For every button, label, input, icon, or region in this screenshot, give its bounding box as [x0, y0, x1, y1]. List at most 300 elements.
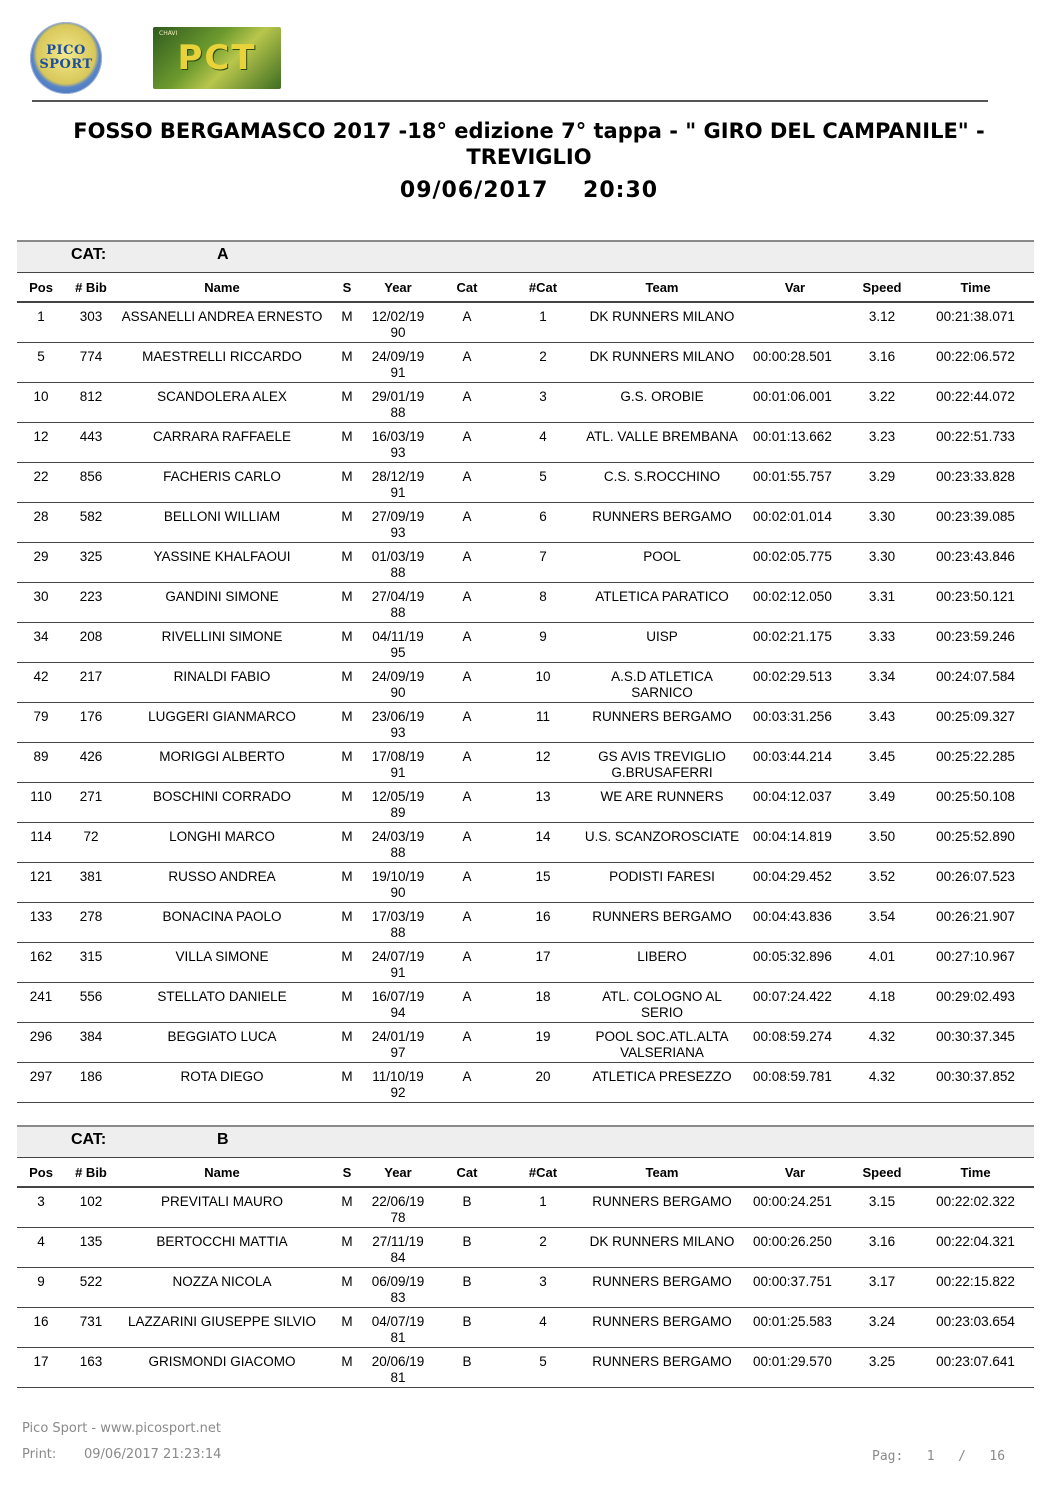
- cell-bib: 384: [65, 1023, 117, 1063]
- cell-name: BERTOCCHI MATTIA: [117, 1228, 327, 1268]
- cell-cat: A: [429, 503, 505, 543]
- cell-year: 11/10/19 92: [367, 1063, 429, 1103]
- table-row: [17, 543, 1034, 583]
- cell-sex: M: [327, 1348, 367, 1388]
- column-header-name: Name: [117, 1158, 327, 1188]
- cell-cat: B: [429, 1268, 505, 1308]
- cell-cat: B: [429, 1348, 505, 1388]
- cell-cat: A: [429, 583, 505, 623]
- cell-pos: 42: [17, 663, 65, 703]
- cell-cat-rank: 7: [505, 543, 581, 583]
- cell-year: 24/09/19 90: [367, 663, 429, 703]
- cell-bib: 271: [65, 783, 117, 823]
- page-title: [60, 118, 998, 204]
- cell-name: RINALDI FABIO: [117, 663, 327, 703]
- cell-bib: 856: [65, 463, 117, 503]
- cell-pos: 17: [17, 1348, 65, 1388]
- cell-bib: 381: [65, 863, 117, 903]
- cell-cat: A: [429, 743, 505, 783]
- cell-cat: A: [429, 903, 505, 943]
- cell-speed: 3.29: [847, 463, 917, 503]
- column-header-cat: Cat: [429, 1158, 505, 1188]
- cell-cat: A: [429, 302, 505, 343]
- cell-year: 06/09/19 83: [367, 1268, 429, 1308]
- cell-speed: 3.25: [847, 1348, 917, 1388]
- cell-pos: 10: [17, 383, 65, 423]
- column-header-cat-rank: #Cat: [505, 273, 581, 303]
- column-header-cat-rank: #Cat: [505, 1158, 581, 1188]
- cell-team: DK RUNNERS MILANO: [581, 1228, 743, 1268]
- cell-var: 00:04:29.452: [743, 863, 847, 903]
- cell-pos: 114: [17, 823, 65, 863]
- cell-cat: A: [429, 783, 505, 823]
- cell-team: RUNNERS BERGAMO: [581, 1348, 743, 1388]
- cell-pos: 110: [17, 783, 65, 823]
- cell-time: 00:27:10.967: [917, 943, 1034, 983]
- category-label: CAT:: [71, 1131, 107, 1148]
- cell-name: GANDINI SIMONE: [117, 583, 327, 623]
- column-header-time: Time: [917, 1158, 1034, 1188]
- cell-team: DK RUNNERS MILANO: [581, 302, 743, 343]
- cell-cat: A: [429, 703, 505, 743]
- cell-cat: A: [429, 823, 505, 863]
- table-row: [17, 823, 1034, 863]
- cell-pos: 296: [17, 1023, 65, 1063]
- cell-cat-rank: 4: [505, 1308, 581, 1348]
- cell-name: LONGHI MARCO: [117, 823, 327, 863]
- cell-cat-rank: 20: [505, 1063, 581, 1103]
- column-header-time: Time: [917, 273, 1034, 303]
- cell-bib: 443: [65, 423, 117, 463]
- cell-bib: 315: [65, 943, 117, 983]
- cell-sex: M: [327, 503, 367, 543]
- cell-name: BONACINA PAOLO: [117, 903, 327, 943]
- cell-year: 29/01/19 88: [367, 383, 429, 423]
- cell-team: ATL. VALLE BREMBANA: [581, 423, 743, 463]
- cell-bib: 582: [65, 503, 117, 543]
- cell-speed: 3.34: [847, 663, 917, 703]
- cell-cat-rank: 3: [505, 383, 581, 423]
- cell-team: PODISTI FARESI: [581, 863, 743, 903]
- cell-year: 23/06/19 93: [367, 703, 429, 743]
- cell-sex: M: [327, 703, 367, 743]
- cell-cat: A: [429, 463, 505, 503]
- cell-year: 16/07/19 94: [367, 983, 429, 1023]
- cell-pos: 22: [17, 463, 65, 503]
- cell-sex: M: [327, 383, 367, 423]
- cell-time: 00:29:02.493: [917, 983, 1034, 1023]
- cell-var: 00:00:28.501: [743, 343, 847, 383]
- race-title: FOSSO BERGAMASCO 2017 -18° edizione 7° tappa - " GIRO DEL CAMPANILE" - TREVIGLIO: [73, 119, 985, 169]
- cell-bib: 102: [65, 1187, 117, 1228]
- cell-bib: 135: [65, 1228, 117, 1268]
- cell-time: 00:25:50.108: [917, 783, 1034, 823]
- cell-name: BOSCHINI CORRADO: [117, 783, 327, 823]
- cell-var: 00:00:24.251: [743, 1187, 847, 1228]
- cell-team: GS AVIS TREVIGLIO G.BRUSAFERRI: [581, 743, 743, 783]
- cell-time: 00:22:04.321: [917, 1228, 1034, 1268]
- cell-speed: 3.30: [847, 543, 917, 583]
- table-row: [17, 1348, 1034, 1388]
- cell-time: 00:22:51.733: [917, 423, 1034, 463]
- cell-sex: M: [327, 1187, 367, 1228]
- cell-speed: 3.43: [847, 703, 917, 743]
- cell-name: MORIGGI ALBERTO: [117, 743, 327, 783]
- cell-var: 00:04:43.836: [743, 903, 847, 943]
- cell-speed: 3.15: [847, 1187, 917, 1228]
- table-header-row: [17, 273, 1034, 303]
- page-current: 1: [926, 1449, 935, 1464]
- cell-sex: M: [327, 943, 367, 983]
- cell-year: 12/02/19 90: [367, 302, 429, 343]
- table-row: [17, 623, 1034, 663]
- cell-name: VILLA SIMONE: [117, 943, 327, 983]
- cell-time: 00:23:59.246: [917, 623, 1034, 663]
- column-header-team: Team: [581, 273, 743, 303]
- cell-team: RUNNERS BERGAMO: [581, 903, 743, 943]
- cell-team: G.S. OROBIE: [581, 383, 743, 423]
- cell-speed: 3.33: [847, 623, 917, 663]
- cell-sex: M: [327, 343, 367, 383]
- table-row: [17, 1228, 1034, 1268]
- table-row: [17, 1308, 1034, 1348]
- table-row: [17, 943, 1034, 983]
- cell-time: 00:26:07.523: [917, 863, 1034, 903]
- cell-var: 00:01:29.570: [743, 1348, 847, 1388]
- cell-sex: M: [327, 1063, 367, 1103]
- cell-var: 00:00:26.250: [743, 1228, 847, 1268]
- cell-name: GRISMONDI GIACOMO: [117, 1348, 327, 1388]
- cell-year: 28/12/19 91: [367, 463, 429, 503]
- cell-team: POOL: [581, 543, 743, 583]
- cell-var: 00:00:37.751: [743, 1268, 847, 1308]
- table-row: [17, 583, 1034, 623]
- cell-pos: 16: [17, 1308, 65, 1348]
- cell-speed: 3.23: [847, 423, 917, 463]
- cell-bib: 731: [65, 1308, 117, 1348]
- cell-year: 04/11/19 95: [367, 623, 429, 663]
- cell-cat-rank: 16: [505, 903, 581, 943]
- category-label: CAT:: [71, 246, 107, 263]
- column-header-sex: S: [327, 273, 367, 303]
- cell-year: 20/06/19 81: [367, 1348, 429, 1388]
- cell-name: RIVELLINI SIMONE: [117, 623, 327, 663]
- cell-name: YASSINE KHALFAOUI: [117, 543, 327, 583]
- cell-sex: M: [327, 743, 367, 783]
- cell-year: 19/10/19 90: [367, 863, 429, 903]
- cell-var: 00:01:25.583: [743, 1308, 847, 1348]
- table-row: [17, 983, 1034, 1023]
- cell-cat: B: [429, 1308, 505, 1348]
- cell-bib: 186: [65, 1063, 117, 1103]
- cell-year: 16/03/19 93: [367, 423, 429, 463]
- cell-bib: 426: [65, 743, 117, 783]
- cell-sex: M: [327, 823, 367, 863]
- cell-cat: A: [429, 663, 505, 703]
- column-header-var: Var: [743, 273, 847, 303]
- cell-cat-rank: 14: [505, 823, 581, 863]
- table-row: [17, 302, 1034, 343]
- cell-year: 27/11/19 84: [367, 1228, 429, 1268]
- cell-team: RUNNERS BERGAMO: [581, 1268, 743, 1308]
- cell-bib: 278: [65, 903, 117, 943]
- cell-name: BEGGIATO LUCA: [117, 1023, 327, 1063]
- cell-sex: M: [327, 1268, 367, 1308]
- cell-pos: 30: [17, 583, 65, 623]
- cell-sex: M: [327, 583, 367, 623]
- cell-time: 00:23:07.641: [917, 1348, 1034, 1388]
- cell-speed: 4.32: [847, 1023, 917, 1063]
- cell-var: 00:03:31.256: [743, 703, 847, 743]
- cell-name: MAESTRELLI RICCARDO: [117, 343, 327, 383]
- cell-var: 00:02:29.513: [743, 663, 847, 703]
- cell-team: C.S. S.ROCCHINO: [581, 463, 743, 503]
- page-sep: /: [958, 1449, 966, 1464]
- cell-pos: 5: [17, 343, 65, 383]
- cell-sex: M: [327, 302, 367, 343]
- cell-bib: 217: [65, 663, 117, 703]
- cell-speed: 4.32: [847, 1063, 917, 1103]
- cell-bib: 208: [65, 623, 117, 663]
- cell-year: 24/03/19 88: [367, 823, 429, 863]
- cell-time: 00:25:09.327: [917, 703, 1034, 743]
- cell-var: 00:02:21.175: [743, 623, 847, 663]
- cell-pos: 121: [17, 863, 65, 903]
- cell-sex: M: [327, 983, 367, 1023]
- cell-var: 00:02:12.050: [743, 583, 847, 623]
- table-row: [17, 463, 1034, 503]
- cell-team: UISP: [581, 623, 743, 663]
- cell-time: 00:21:38.071: [917, 302, 1034, 343]
- cell-var: 00:01:06.001: [743, 383, 847, 423]
- cell-speed: 3.16: [847, 1228, 917, 1268]
- cell-cat-rank: 18: [505, 983, 581, 1023]
- cell-var: 00:08:59.274: [743, 1023, 847, 1063]
- results-table: [17, 1157, 1034, 1388]
- cell-pos: 29: [17, 543, 65, 583]
- cell-bib: 223: [65, 583, 117, 623]
- column-header-year: Year: [367, 273, 429, 303]
- cell-cat-rank: 5: [505, 463, 581, 503]
- print-value: 09/06/2017 21:23:14: [84, 1447, 222, 1462]
- logo-pico-line1: PICO: [46, 43, 86, 58]
- table-row: [17, 783, 1034, 823]
- cell-speed: 3.45: [847, 743, 917, 783]
- column-header-var: Var: [743, 1158, 847, 1188]
- cell-time: 00:23:33.828: [917, 463, 1034, 503]
- cell-speed: 3.12: [847, 302, 917, 343]
- cell-time: 00:22:06.572: [917, 343, 1034, 383]
- footer-page: [872, 1449, 1005, 1464]
- cell-sex: M: [327, 863, 367, 903]
- cell-time: 00:23:43.846: [917, 543, 1034, 583]
- cell-cat: A: [429, 943, 505, 983]
- cell-speed: 3.49: [847, 783, 917, 823]
- cell-speed: 3.30: [847, 503, 917, 543]
- cell-team: LIBERO: [581, 943, 743, 983]
- results-table: [17, 272, 1034, 1103]
- cell-cat-rank: 4: [505, 423, 581, 463]
- cell-speed: 3.31: [847, 583, 917, 623]
- column-header-name: Name: [117, 273, 327, 303]
- cell-cat-rank: 11: [505, 703, 581, 743]
- cell-sex: M: [327, 623, 367, 663]
- cell-sex: M: [327, 543, 367, 583]
- category-block-a: [17, 240, 1034, 1140]
- cell-time: 00:24:07.584: [917, 663, 1034, 703]
- cell-cat: B: [429, 1187, 505, 1228]
- cell-team: DK RUNNERS MILANO: [581, 343, 743, 383]
- cell-pos: 9: [17, 1268, 65, 1308]
- cell-pos: 4: [17, 1228, 65, 1268]
- cell-pos: 3: [17, 1187, 65, 1228]
- logo-pct-text: PCT: [177, 38, 257, 78]
- footer-site: Pico Sport - www.picosport.net: [22, 1421, 221, 1436]
- cell-bib: 325: [65, 543, 117, 583]
- category-header: [17, 1125, 1034, 1157]
- cell-speed: 3.52: [847, 863, 917, 903]
- cell-var: 00:05:32.896: [743, 943, 847, 983]
- table-row: [17, 703, 1034, 743]
- cell-speed: 3.16: [847, 343, 917, 383]
- header-divider: [32, 100, 988, 102]
- cell-team: RUNNERS BERGAMO: [581, 703, 743, 743]
- cell-cat-rank: 5: [505, 1348, 581, 1388]
- cell-speed: 4.01: [847, 943, 917, 983]
- cell-name: LAZZARINI GIUSEPPE SILVIO: [117, 1308, 327, 1348]
- cell-team: RUNNERS BERGAMO: [581, 1187, 743, 1228]
- cell-year: 01/03/19 88: [367, 543, 429, 583]
- cell-bib: 163: [65, 1348, 117, 1388]
- cell-team: U.S. SCANZOROSCIATE: [581, 823, 743, 863]
- cell-time: 00:30:37.345: [917, 1023, 1034, 1063]
- cell-sex: M: [327, 663, 367, 703]
- table-row: [17, 663, 1034, 703]
- cell-speed: 3.22: [847, 383, 917, 423]
- column-header-pos: Pos: [17, 1158, 65, 1188]
- cell-time: 00:22:44.072: [917, 383, 1034, 423]
- column-header-cat: Cat: [429, 273, 505, 303]
- cell-bib: 176: [65, 703, 117, 743]
- table-row: [17, 1187, 1034, 1228]
- cell-sex: M: [327, 423, 367, 463]
- cell-var: 00:02:01.014: [743, 503, 847, 543]
- cell-cat-rank: 3: [505, 1268, 581, 1308]
- cell-time: 00:26:21.907: [917, 903, 1034, 943]
- cell-cat-rank: 15: [505, 863, 581, 903]
- table-row: [17, 383, 1034, 423]
- cell-bib: 522: [65, 1268, 117, 1308]
- cell-year: 27/09/19 93: [367, 503, 429, 543]
- logo-pico-line2: SPORT: [39, 57, 93, 72]
- cell-name: ROTA DIEGO: [117, 1063, 327, 1103]
- cell-team: ATLETICA PRESEZZO: [581, 1063, 743, 1103]
- cell-time: 00:25:22.285: [917, 743, 1034, 783]
- race-datetime: 09/06/2017 20:30: [399, 178, 659, 203]
- cell-pos: 89: [17, 743, 65, 783]
- column-header-sex: S: [327, 1158, 367, 1188]
- cell-var: 00:03:44.214: [743, 743, 847, 783]
- cell-name: STELLATO DANIELE: [117, 983, 327, 1023]
- cell-pos: 12: [17, 423, 65, 463]
- cell-sex: M: [327, 1023, 367, 1063]
- column-header-year: Year: [367, 1158, 429, 1188]
- cell-cat-rank: 12: [505, 743, 581, 783]
- cell-cat-rank: 8: [505, 583, 581, 623]
- cell-name: NOZZA NICOLA: [117, 1268, 327, 1308]
- cell-team: POOL SOC.ATL.ALTA VALSERIANA: [581, 1023, 743, 1063]
- cell-bib: 774: [65, 343, 117, 383]
- cell-time: 00:23:50.121: [917, 583, 1034, 623]
- column-header-speed: Speed: [847, 1158, 917, 1188]
- cell-name: FACHERIS CARLO: [117, 463, 327, 503]
- category-header: [17, 240, 1034, 272]
- table-row: [17, 743, 1034, 783]
- cell-sex: M: [327, 903, 367, 943]
- cell-year: 17/08/19 91: [367, 743, 429, 783]
- cell-team: A.S.D ATLETICA SARNICO: [581, 663, 743, 703]
- cell-speed: 4.18: [847, 983, 917, 1023]
- cell-pos: 28: [17, 503, 65, 543]
- cell-time: 00:23:03.654: [917, 1308, 1034, 1348]
- cell-cat-rank: 13: [505, 783, 581, 823]
- cell-name: LUGGERI GIANMARCO: [117, 703, 327, 743]
- cell-year: 12/05/19 89: [367, 783, 429, 823]
- cell-year: 24/01/19 97: [367, 1023, 429, 1063]
- cell-bib: 303: [65, 302, 117, 343]
- cell-speed: 3.24: [847, 1308, 917, 1348]
- table-row: [17, 863, 1034, 903]
- table-row: [17, 423, 1034, 463]
- cell-team: RUNNERS BERGAMO: [581, 503, 743, 543]
- cell-year: 17/03/19 88: [367, 903, 429, 943]
- cell-cat-rank: 6: [505, 503, 581, 543]
- cell-name: SCANDOLERA ALEX: [117, 383, 327, 423]
- cell-pos: 133: [17, 903, 65, 943]
- column-header-pos: Pos: [17, 273, 65, 303]
- cell-time: 00:22:15.822: [917, 1268, 1034, 1308]
- logo-pct: [153, 27, 281, 89]
- table-row: [17, 343, 1034, 383]
- cell-bib: 812: [65, 383, 117, 423]
- cell-pos: 241: [17, 983, 65, 1023]
- cell-name: ASSANELLI ANDREA ERNESTO: [117, 302, 327, 343]
- cell-cat-rank: 1: [505, 302, 581, 343]
- cell-cat: A: [429, 983, 505, 1023]
- cell-year: 27/04/19 88: [367, 583, 429, 623]
- cell-var: 00:01:13.662: [743, 423, 847, 463]
- cell-name: BELLONI WILLIAM: [117, 503, 327, 543]
- cell-cat-rank: 17: [505, 943, 581, 983]
- cell-pos: 1: [17, 302, 65, 343]
- cell-var: 00:04:14.819: [743, 823, 847, 863]
- table-row: [17, 503, 1034, 543]
- cell-cat-rank: 9: [505, 623, 581, 663]
- cell-cat: B: [429, 1228, 505, 1268]
- cell-speed: 3.17: [847, 1268, 917, 1308]
- cell-speed: 3.54: [847, 903, 917, 943]
- cell-time: 00:25:52.890: [917, 823, 1034, 863]
- column-header-bib: # Bib: [65, 1158, 117, 1188]
- cell-cat: A: [429, 1023, 505, 1063]
- category-value: B: [217, 1131, 229, 1148]
- cell-cat-rank: 2: [505, 1228, 581, 1268]
- table-row: [17, 1023, 1034, 1063]
- cell-team: RUNNERS BERGAMO: [581, 1308, 743, 1348]
- cell-year: 22/06/19 78: [367, 1187, 429, 1228]
- cell-sex: M: [327, 1308, 367, 1348]
- category-block-b: [17, 1125, 1034, 1388]
